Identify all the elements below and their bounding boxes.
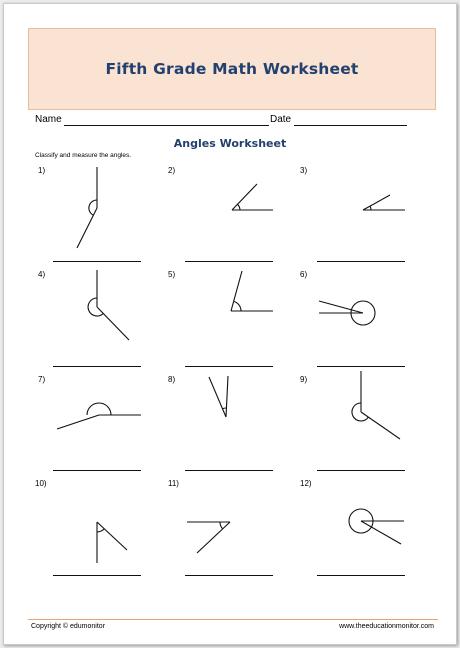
angle-figure xyxy=(44,162,144,262)
problem-number: 6) xyxy=(300,270,308,279)
problem-number: 7) xyxy=(38,375,46,384)
problem-number: 11) xyxy=(168,479,179,488)
angle-figure xyxy=(44,371,144,471)
answer-line xyxy=(185,261,273,262)
footer-rule xyxy=(28,619,438,620)
website-text: www.theeducationmonitor.com xyxy=(339,623,434,630)
angle-figure xyxy=(176,162,276,262)
answer-line xyxy=(185,470,273,471)
copyright-text: Copyright © edumonitor xyxy=(31,623,106,630)
answer-line xyxy=(53,366,141,367)
answer-line xyxy=(185,366,273,367)
problem-number: 5) xyxy=(168,270,176,279)
answer-line xyxy=(53,470,141,471)
worksheet-page xyxy=(3,3,457,645)
answer-line xyxy=(185,575,273,576)
angle-figure xyxy=(176,371,276,471)
angle-figure xyxy=(44,266,144,366)
angle-figure xyxy=(176,475,276,575)
name-line xyxy=(64,125,269,126)
header-banner xyxy=(28,28,436,110)
angle-figure xyxy=(44,475,144,575)
problem-number: 3) xyxy=(300,166,308,175)
worksheet-subtitle: Angles Worksheet xyxy=(173,137,287,150)
problem-number: 12) xyxy=(300,479,312,488)
page-title: Fifth Grade Math Worksheet xyxy=(105,60,359,78)
answer-line xyxy=(53,575,141,576)
date-line xyxy=(294,125,407,126)
angle-figure xyxy=(308,475,408,575)
angle-figure xyxy=(308,371,408,471)
answer-line xyxy=(317,366,405,367)
problem-number: 10) xyxy=(35,479,47,488)
name-label: Name xyxy=(35,114,62,125)
answer-line xyxy=(317,261,405,262)
answer-line xyxy=(317,575,405,576)
instructions: Classify and measure the angles. xyxy=(35,152,132,159)
angle-figure xyxy=(308,162,408,262)
answer-line xyxy=(53,261,141,262)
angle-figure xyxy=(176,266,276,366)
problem-number: 8) xyxy=(168,375,176,384)
problem-number: 1) xyxy=(38,166,46,175)
problem-number: 2) xyxy=(168,166,176,175)
date-label: Date xyxy=(270,114,292,125)
problem-number: 4) xyxy=(38,270,46,279)
angle-figure xyxy=(308,266,408,366)
problem-number: 9) xyxy=(300,375,308,384)
answer-line xyxy=(317,470,405,471)
